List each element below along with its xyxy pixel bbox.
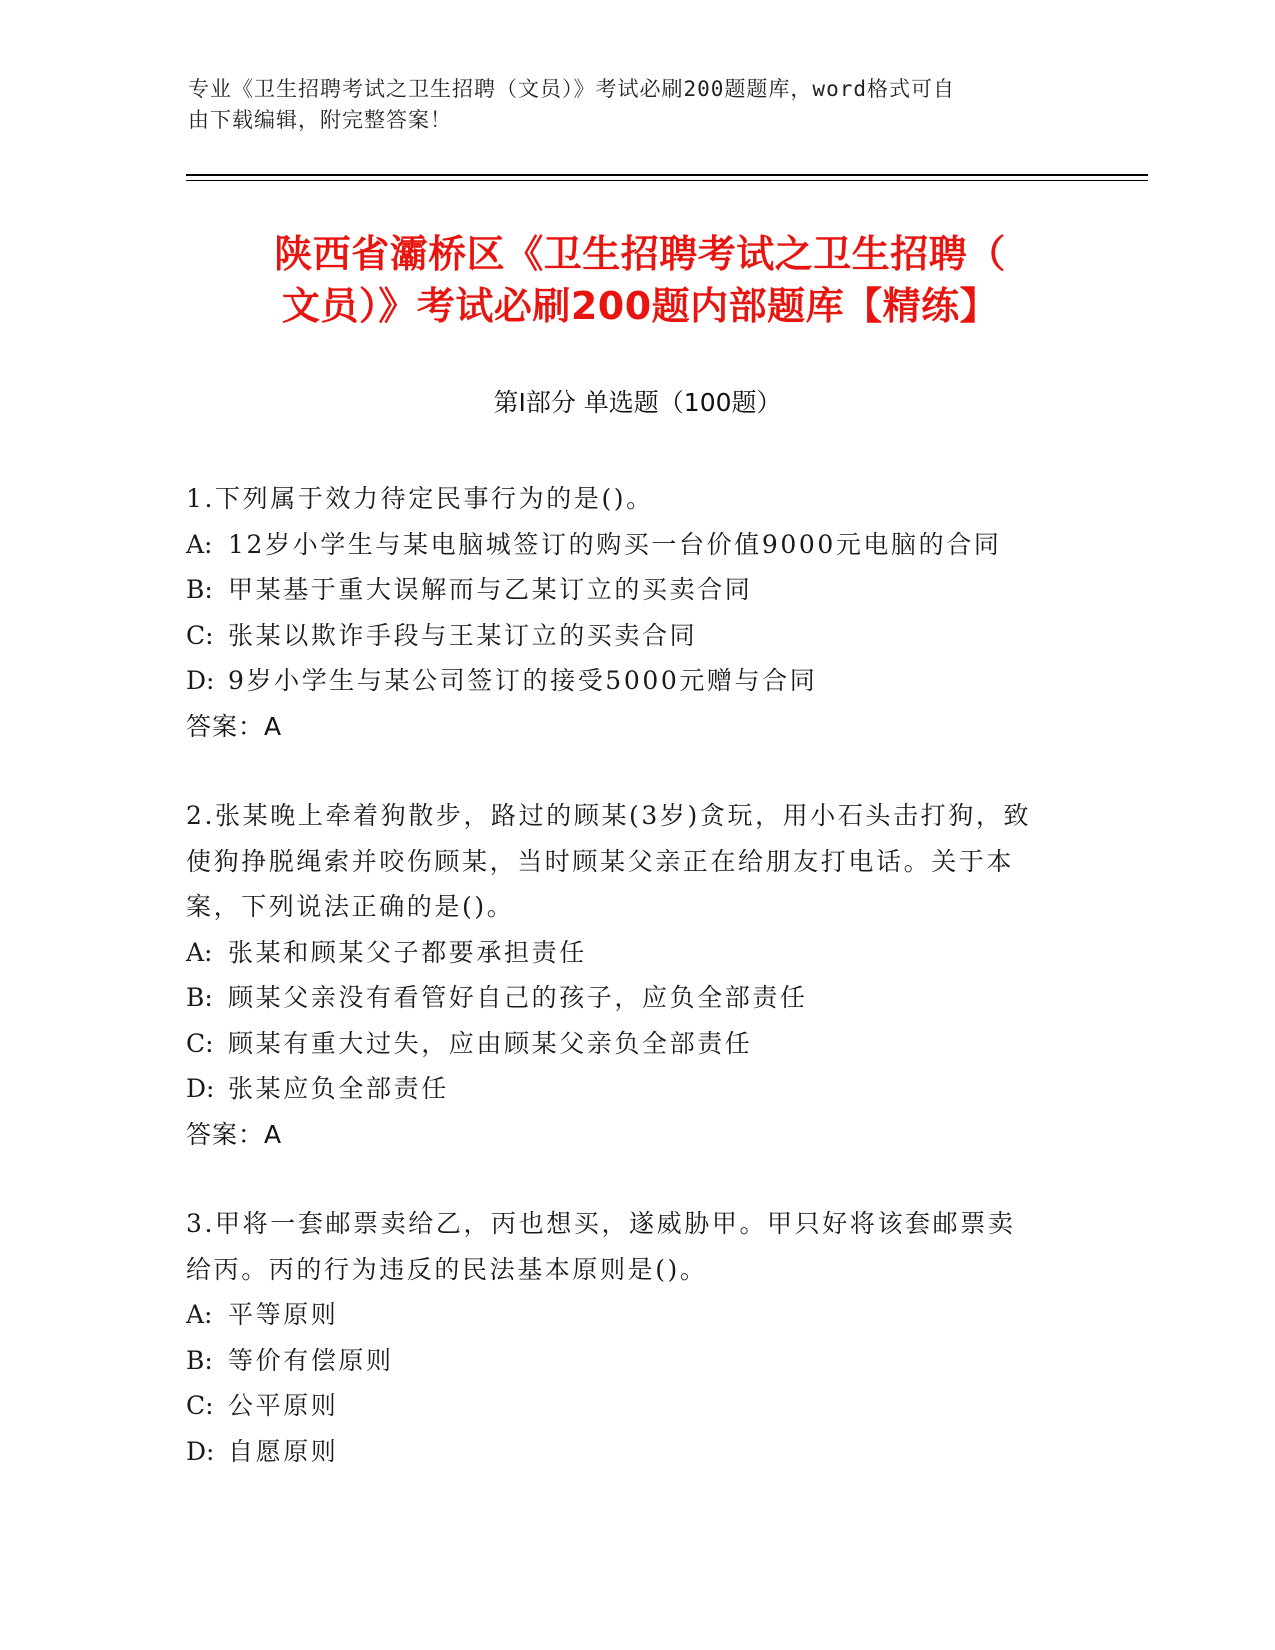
header-rule-thin xyxy=(186,180,1148,181)
question-option xyxy=(186,1429,1091,1475)
option-key: C: xyxy=(186,620,214,650)
question-stem-line: 使狗挣脱绳索并咬伤顾某，当时顾某父亲正在给朋友打电话。关于本 xyxy=(186,846,1015,876)
option-text: 甲某基于重大误解而与乙某订立的买卖合同 xyxy=(228,575,753,604)
header-note-line-2: 由下载编辑，附完整答案！ xyxy=(188,108,452,132)
header-note-line-1: 专业《卫生招聘考试之卫生招聘（文员）》考试必刷200题题库，word格式可自 xyxy=(188,77,955,101)
document-title-line-1: 陕西省灞桥区《卫生招聘考试之卫生招聘（ xyxy=(274,232,1006,276)
option-text: 顾某有重大过失，应由顾某父亲负全部责任 xyxy=(228,1028,753,1058)
question-option xyxy=(186,1383,1091,1429)
question-list xyxy=(186,476,1091,1518)
document-title-line-2: 文员）》考试必刷200题内部题库【精练】 xyxy=(281,284,999,328)
option-key: C: xyxy=(186,1391,214,1420)
question-stem-line: 案，下列说法正确的是()。 xyxy=(186,892,515,921)
option-key: A: xyxy=(186,937,213,967)
option-key: C: xyxy=(186,1028,214,1058)
option-key: B: xyxy=(186,575,213,604)
option-text: 9岁小学生与某公司签订的接受5000元赠与合同 xyxy=(228,666,818,695)
header-rule-thick xyxy=(186,174,1148,176)
option-text: 公平原则 xyxy=(228,1391,339,1420)
option-key: A: xyxy=(186,529,213,559)
option-text: 张某和顾某父子都要承担责任 xyxy=(228,937,587,967)
question-stem-line: 1.下列属于效力待定民事行为的是()。 xyxy=(186,484,654,513)
question-block xyxy=(186,793,1091,1157)
question-stem-line: 给丙。丙的行为违反的民法基本原则是()。 xyxy=(186,1254,708,1284)
option-text: 12岁小学生与某电脑城签订的购买一台价值9000元电脑的合同 xyxy=(228,529,1002,559)
question-option xyxy=(186,1292,1091,1338)
question-block xyxy=(186,1201,1091,1474)
question-option xyxy=(186,1338,1091,1384)
question-stem-line: 2.张某晚上牵着狗散步，路过的顾某(3岁)贪玩，用小石头击打狗，致 xyxy=(186,801,1032,830)
question-answer: 答案：A xyxy=(186,1119,283,1149)
option-text: 平等原则 xyxy=(228,1300,339,1329)
question-option xyxy=(186,1021,1091,1067)
option-text: 等价有偿原则 xyxy=(228,1345,394,1375)
question-option xyxy=(186,522,1091,568)
option-key: D: xyxy=(186,1436,215,1466)
question-option xyxy=(186,613,1091,659)
option-text: 张某以欺诈手段与王某订立的买卖合同 xyxy=(228,620,698,650)
question-option xyxy=(186,975,1091,1021)
question-option xyxy=(186,658,1091,704)
option-text: 张某应负全部责任 xyxy=(228,1074,449,1103)
option-key: D: xyxy=(186,1074,215,1103)
document-title xyxy=(190,228,1090,332)
question-option xyxy=(186,567,1091,613)
question-option xyxy=(186,1066,1091,1112)
option-key: B: xyxy=(186,983,213,1012)
question-option xyxy=(186,930,1091,976)
option-key: D: xyxy=(186,666,215,695)
section-title: 第Ⅰ部分 单选题（100题） xyxy=(493,388,782,417)
question-stem-line: 3.甲将一套邮票卖给乙，丙也想买，遂威胁甲。甲只好将该套邮票卖 xyxy=(186,1209,1016,1238)
header-note xyxy=(188,74,1088,136)
question-block xyxy=(186,476,1091,749)
option-text: 顾某父亲没有看管好自己的孩子，应负全部责任 xyxy=(228,983,808,1012)
option-key: A: xyxy=(186,1300,213,1329)
option-text: 自愿原则 xyxy=(228,1436,339,1466)
question-answer: 答案：A xyxy=(186,711,283,741)
option-key: B: xyxy=(186,1345,213,1375)
